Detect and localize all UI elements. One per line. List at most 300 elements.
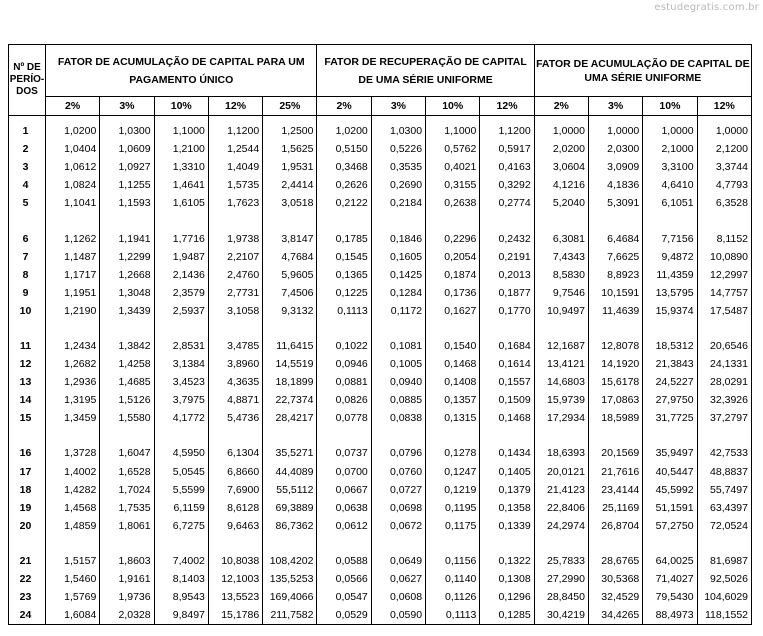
factor-cell: 6,3081 bbox=[534, 229, 588, 247]
rate-header: 3% bbox=[588, 97, 642, 116]
factor-cell: 3,3100 bbox=[643, 158, 697, 176]
factor-cell: 1,9487 bbox=[154, 248, 208, 266]
factor-cell: 4,5950 bbox=[154, 444, 208, 462]
factor-cell: 5,2040 bbox=[534, 194, 588, 212]
factor-cell: 1,4641 bbox=[154, 176, 208, 194]
factor-cell: 9,4872 bbox=[643, 248, 697, 266]
factor-cell: 0,1365 bbox=[317, 266, 371, 284]
factor-cell: 104,6029 bbox=[697, 588, 751, 606]
factor-cell: 1,3459 bbox=[46, 409, 100, 427]
factor-cell: 12,8078 bbox=[588, 337, 642, 355]
factor-cell: 4,3635 bbox=[208, 373, 262, 391]
period-cell: 24 bbox=[9, 606, 46, 625]
factor-cell: 1,2190 bbox=[46, 302, 100, 320]
factor-cell: 1,0300 bbox=[371, 122, 425, 140]
table-row bbox=[9, 229, 752, 247]
factor-cell: 0,1247 bbox=[426, 463, 480, 481]
table-row bbox=[9, 517, 752, 535]
factor-cell: 0,3535 bbox=[371, 158, 425, 176]
factor-cell: 1,0200 bbox=[317, 122, 371, 140]
factor-cell: 0,0885 bbox=[371, 391, 425, 409]
period-cell: 5 bbox=[9, 194, 46, 212]
table-row bbox=[9, 194, 752, 212]
factor-cell: 1,0609 bbox=[100, 140, 154, 158]
factor-cell: 4,8871 bbox=[208, 391, 262, 409]
factor-cell: 0,5762 bbox=[426, 140, 480, 158]
factor-cell: 10,1591 bbox=[588, 284, 642, 302]
factor-cell: 1,2500 bbox=[263, 122, 317, 140]
factor-cell: 2,1436 bbox=[154, 266, 208, 284]
period-cell: 11 bbox=[9, 337, 46, 355]
factor-cell: 0,1545 bbox=[317, 248, 371, 266]
factor-cell: 9,6463 bbox=[208, 517, 262, 535]
factor-cell: 1,0000 bbox=[534, 122, 588, 140]
factor-cell: 4,1772 bbox=[154, 409, 208, 427]
factor-cell: 1,6528 bbox=[100, 463, 154, 481]
rate-header: 2% bbox=[534, 97, 588, 116]
factor-cell: 6,8660 bbox=[208, 463, 262, 481]
factor-cell: 1,0000 bbox=[643, 122, 697, 140]
period-cell: 9 bbox=[9, 284, 46, 302]
factor-cell: 1,6105 bbox=[154, 194, 208, 212]
factor-cell: 3,4523 bbox=[154, 373, 208, 391]
period-cell: 2 bbox=[9, 140, 46, 158]
factor-cell: 0,2774 bbox=[480, 194, 534, 212]
factor-cell: 0,0760 bbox=[371, 463, 425, 481]
factor-cell: 1,5769 bbox=[46, 588, 100, 606]
factor-cell: 10,9497 bbox=[534, 302, 588, 320]
factor-cell: 0,2626 bbox=[317, 176, 371, 194]
group-header-capital-recovery: FATOR DE RECUPERAÇÃO DE CAPITAL DE UMA SÉRIE UNIFORME bbox=[317, 45, 534, 97]
factor-cell: 1,5735 bbox=[208, 176, 262, 194]
factor-cell: 1,0927 bbox=[100, 158, 154, 176]
factor-cell: 1,1041 bbox=[46, 194, 100, 212]
factor-cell: 1,1262 bbox=[46, 229, 100, 247]
factor-cell: 1,5157 bbox=[46, 552, 100, 570]
factor-cell: 0,0826 bbox=[317, 391, 371, 409]
factor-cell: 0,5150 bbox=[317, 140, 371, 158]
rate-header: 10% bbox=[643, 97, 697, 116]
factor-cell: 0,0796 bbox=[371, 444, 425, 462]
factor-cell: 0,0638 bbox=[317, 499, 371, 517]
factor-cell: 14,7757 bbox=[697, 284, 751, 302]
factor-cell: 18,5989 bbox=[588, 409, 642, 427]
factor-cell: 3,3744 bbox=[697, 158, 751, 176]
factor-cell: 15,6178 bbox=[588, 373, 642, 391]
factor-cell: 5,3091 bbox=[588, 194, 642, 212]
factor-cell: 88,4973 bbox=[643, 606, 697, 625]
factor-cell: 64,0025 bbox=[643, 552, 697, 570]
factor-cell: 72,0524 bbox=[697, 517, 751, 535]
factor-cell: 48,8837 bbox=[697, 463, 751, 481]
factor-cell: 26,8704 bbox=[588, 517, 642, 535]
factor-cell: 0,0608 bbox=[371, 588, 425, 606]
factor-cell: 10,0890 bbox=[697, 248, 751, 266]
factor-cell: 1,2299 bbox=[100, 248, 154, 266]
factor-cell: 1,1000 bbox=[154, 122, 208, 140]
factor-cell: 0,5917 bbox=[480, 140, 534, 158]
factor-cell: 32,3926 bbox=[697, 391, 751, 409]
period-cell: 16 bbox=[9, 444, 46, 462]
factor-cell: 0,1770 bbox=[480, 302, 534, 320]
factor-cell: 0,0778 bbox=[317, 409, 371, 427]
factor-cell: 0,2296 bbox=[426, 229, 480, 247]
factor-cell: 1,8603 bbox=[100, 552, 154, 570]
factor-cell: 24,1331 bbox=[697, 355, 751, 373]
factor-cell: 1,6047 bbox=[100, 444, 154, 462]
factor-cell: 0,1219 bbox=[426, 481, 480, 499]
factor-cell: 86,7362 bbox=[263, 517, 317, 535]
factor-cell: 4,6410 bbox=[643, 176, 697, 194]
factor-cell: 0,1357 bbox=[426, 391, 480, 409]
factor-cell: 14,6803 bbox=[534, 373, 588, 391]
factor-cell: 24,5227 bbox=[643, 373, 697, 391]
factor-cell: 1,0300 bbox=[100, 122, 154, 140]
factor-cell: 14,1920 bbox=[588, 355, 642, 373]
factor-cell: 63,4397 bbox=[697, 499, 751, 517]
factor-cell: 0,0672 bbox=[371, 517, 425, 535]
factor-cell: 1,0000 bbox=[697, 122, 751, 140]
factor-cell: 32,4529 bbox=[588, 588, 642, 606]
factor-cell: 1,7716 bbox=[154, 229, 208, 247]
factor-cell: 81,6987 bbox=[697, 552, 751, 570]
factor-cell: 1,4685 bbox=[100, 373, 154, 391]
group-header-uniform-series: FATOR DE ACUMULAÇÃO DE CAPITAL DE UMA SÉRIE UNIFORME bbox=[534, 45, 751, 97]
rate-header: 3% bbox=[371, 97, 425, 116]
factor-cell: 15,9374 bbox=[643, 302, 697, 320]
period-cell: 22 bbox=[9, 570, 46, 588]
factor-cell: 0,1408 bbox=[426, 373, 480, 391]
factor-cell: 0,0547 bbox=[317, 588, 371, 606]
rate-header: 12% bbox=[697, 97, 751, 116]
factor-cell: 1,6084 bbox=[46, 606, 100, 625]
factor-cell: 1,3439 bbox=[100, 302, 154, 320]
factor-cell: 3,0604 bbox=[534, 158, 588, 176]
factor-cell: 7,6900 bbox=[208, 481, 262, 499]
factor-cell: 0,1296 bbox=[480, 588, 534, 606]
factor-cell: 51,1591 bbox=[643, 499, 697, 517]
factor-cell: 0,1846 bbox=[371, 229, 425, 247]
rate-header: 12% bbox=[480, 97, 534, 116]
table-body bbox=[9, 116, 752, 625]
rate-header: 12% bbox=[208, 97, 262, 116]
factor-cell: 15,9739 bbox=[534, 391, 588, 409]
factor-cell: 6,7275 bbox=[154, 517, 208, 535]
factor-cell: 0,0838 bbox=[371, 409, 425, 427]
table-row bbox=[9, 391, 752, 409]
factor-cell: 23,4144 bbox=[588, 481, 642, 499]
factor-cell: 4,1216 bbox=[534, 176, 588, 194]
factor-cell: 4,1836 bbox=[588, 176, 642, 194]
rate-header: 25% bbox=[263, 97, 317, 116]
rate-header: 10% bbox=[154, 97, 208, 116]
factor-cell: 3,8147 bbox=[263, 229, 317, 247]
factor-cell: 0,0700 bbox=[317, 463, 371, 481]
periods-header: Nº DE PERÍO-DOS bbox=[9, 45, 46, 116]
factor-cell: 1,5126 bbox=[100, 391, 154, 409]
factor-cell: 10,8038 bbox=[208, 552, 262, 570]
factor-cell: 135,5253 bbox=[263, 570, 317, 588]
factor-cell: 1,1951 bbox=[46, 284, 100, 302]
factor-cell: 79,5430 bbox=[643, 588, 697, 606]
factor-cell: 1,3728 bbox=[46, 444, 100, 462]
factor-cell: 1,4282 bbox=[46, 481, 100, 499]
factor-cell: 0,1434 bbox=[480, 444, 534, 462]
rate-header: 2% bbox=[46, 97, 100, 116]
period-cell: 12 bbox=[9, 355, 46, 373]
factor-cell: 34,4265 bbox=[588, 606, 642, 625]
factor-cell: 1,9736 bbox=[100, 588, 154, 606]
factor-cell: 3,0909 bbox=[588, 158, 642, 176]
factor-cell: 8,1403 bbox=[154, 570, 208, 588]
factor-cell: 7,4506 bbox=[263, 284, 317, 302]
factor-cell: 55,7497 bbox=[697, 481, 751, 499]
factor-cell: 21,3843 bbox=[643, 355, 697, 373]
factor-cell: 0,1339 bbox=[480, 517, 534, 535]
factor-cell: 0,2191 bbox=[480, 248, 534, 266]
factor-cell: 1,1000 bbox=[426, 122, 480, 140]
factor-cell: 17,0863 bbox=[588, 391, 642, 409]
factor-cell: 0,1358 bbox=[480, 499, 534, 517]
factor-cell: 0,1468 bbox=[426, 355, 480, 373]
table-row bbox=[9, 373, 752, 391]
factor-cell: 211,7582 bbox=[263, 606, 317, 625]
factor-cell: 3,1384 bbox=[154, 355, 208, 373]
factor-cell: 0,1022 bbox=[317, 337, 371, 355]
factor-cell: 0,2013 bbox=[480, 266, 534, 284]
factor-cell: 2,7731 bbox=[208, 284, 262, 302]
factor-cell: 1,2434 bbox=[46, 337, 100, 355]
factor-cell: 6,1051 bbox=[643, 194, 697, 212]
factor-cell: 15,1786 bbox=[208, 606, 262, 625]
factor-cell: 0,1005 bbox=[371, 355, 425, 373]
factor-cell: 2,5937 bbox=[154, 302, 208, 320]
factor-cell: 1,4859 bbox=[46, 517, 100, 535]
factor-cell: 20,1569 bbox=[588, 444, 642, 462]
table-row bbox=[9, 176, 752, 194]
factor-cell: 2,0200 bbox=[534, 140, 588, 158]
table-row bbox=[9, 355, 752, 373]
factor-cell: 1,0824 bbox=[46, 176, 100, 194]
factor-cell: 1,5460 bbox=[46, 570, 100, 588]
factor-cell: 11,4359 bbox=[643, 266, 697, 284]
factor-cell: 0,1140 bbox=[426, 570, 480, 588]
factor-cell: 1,1941 bbox=[100, 229, 154, 247]
factor-cell: 7,7156 bbox=[643, 229, 697, 247]
factor-cell: 1,1593 bbox=[100, 194, 154, 212]
factor-cell: 2,4414 bbox=[263, 176, 317, 194]
factor-cell: 8,9543 bbox=[154, 588, 208, 606]
factor-cell: 0,5226 bbox=[371, 140, 425, 158]
rate-header: 2% bbox=[317, 97, 371, 116]
factor-cell: 55,5112 bbox=[263, 481, 317, 499]
factor-cell: 3,4785 bbox=[208, 337, 262, 355]
factor-cell: 1,7024 bbox=[100, 481, 154, 499]
factor-cell: 57,2750 bbox=[643, 517, 697, 535]
period-cell: 1 bbox=[9, 122, 46, 140]
table-row bbox=[9, 552, 752, 570]
factor-cell: 21,4123 bbox=[534, 481, 588, 499]
factor-cell: 13,5795 bbox=[643, 284, 697, 302]
factor-cell: 0,0946 bbox=[317, 355, 371, 373]
factor-cell: 0,3468 bbox=[317, 158, 371, 176]
watermark: estudegratis.com.br bbox=[654, 2, 759, 13]
factor-cell: 0,1195 bbox=[426, 499, 480, 517]
period-cell: 14 bbox=[9, 391, 46, 409]
period-cell: 6 bbox=[9, 229, 46, 247]
factor-cell: 0,1175 bbox=[426, 517, 480, 535]
period-cell: 15 bbox=[9, 409, 46, 427]
factor-cell: 21,7616 bbox=[588, 463, 642, 481]
factor-cell: 0,0529 bbox=[317, 606, 371, 625]
factor-cell: 12,1003 bbox=[208, 570, 262, 588]
factor-cell: 0,1627 bbox=[426, 302, 480, 320]
table-row bbox=[9, 122, 752, 140]
factor-cell: 3,8960 bbox=[208, 355, 262, 373]
factor-cell: 40,5447 bbox=[643, 463, 697, 481]
factor-cell: 0,1284 bbox=[371, 284, 425, 302]
factor-cell: 0,0940 bbox=[371, 373, 425, 391]
factor-cell: 0,1285 bbox=[480, 606, 534, 625]
table-row bbox=[9, 606, 752, 625]
factor-cell: 0,1308 bbox=[480, 570, 534, 588]
factor-cell: 20,6546 bbox=[697, 337, 751, 355]
rate-header-row bbox=[9, 97, 752, 116]
factor-cell: 0,2122 bbox=[317, 194, 371, 212]
factor-cell: 12,2997 bbox=[697, 266, 751, 284]
factor-cell: 17,2934 bbox=[534, 409, 588, 427]
factor-cell: 1,3195 bbox=[46, 391, 100, 409]
factor-cell: 1,0000 bbox=[588, 122, 642, 140]
factor-cell: 9,7546 bbox=[534, 284, 588, 302]
factor-cell: 20,0121 bbox=[534, 463, 588, 481]
factor-cell: 28,6765 bbox=[588, 552, 642, 570]
factor-cell: 1,1487 bbox=[46, 248, 100, 266]
factor-cell: 169,4066 bbox=[263, 588, 317, 606]
table-row bbox=[9, 570, 752, 588]
factor-cell: 5,5599 bbox=[154, 481, 208, 499]
factor-cell: 1,4258 bbox=[100, 355, 154, 373]
period-cell: 3 bbox=[9, 158, 46, 176]
factor-cell: 0,0590 bbox=[371, 606, 425, 625]
factor-cell: 42,7533 bbox=[697, 444, 751, 462]
factor-cell: 7,4343 bbox=[534, 248, 588, 266]
factor-cell: 0,0881 bbox=[317, 373, 371, 391]
factor-cell: 18,1899 bbox=[263, 373, 317, 391]
factor-cell: 9,3132 bbox=[263, 302, 317, 320]
factor-cell: 28,0291 bbox=[697, 373, 751, 391]
factor-cell: 30,5368 bbox=[588, 570, 642, 588]
factor-cell: 28,8450 bbox=[534, 588, 588, 606]
factor-cell: 22,7374 bbox=[263, 391, 317, 409]
factor-cell: 1,9738 bbox=[208, 229, 262, 247]
table-row bbox=[9, 266, 752, 284]
factor-cell: 0,1156 bbox=[426, 552, 480, 570]
factor-cell: 0,1425 bbox=[371, 266, 425, 284]
factor-cell: 0,0627 bbox=[371, 570, 425, 588]
factor-cell: 14,5519 bbox=[263, 355, 317, 373]
factor-cell: 1,2544 bbox=[208, 140, 262, 158]
table-row bbox=[9, 248, 752, 266]
factor-cell: 13,5523 bbox=[208, 588, 262, 606]
factor-cell: 0,0737 bbox=[317, 444, 371, 462]
factor-cell: 0,1278 bbox=[426, 444, 480, 462]
factor-cell: 0,3292 bbox=[480, 176, 534, 194]
factor-cell: 1,3310 bbox=[154, 158, 208, 176]
period-cell: 17 bbox=[9, 463, 46, 481]
factor-cell: 2,1000 bbox=[643, 140, 697, 158]
factor-cell: 0,1736 bbox=[426, 284, 480, 302]
factor-cell: 0,2638 bbox=[426, 194, 480, 212]
factor-cell: 1,0612 bbox=[46, 158, 100, 176]
factor-cell: 1,2100 bbox=[154, 140, 208, 158]
table-row bbox=[9, 588, 752, 606]
factor-cell: 1,1200 bbox=[208, 122, 262, 140]
factor-cell: 18,5312 bbox=[643, 337, 697, 355]
factor-cell: 8,6128 bbox=[208, 499, 262, 517]
factor-cell: 5,0545 bbox=[154, 463, 208, 481]
factor-cell: 31,7725 bbox=[643, 409, 697, 427]
period-cell: 4 bbox=[9, 176, 46, 194]
factor-cell: 0,1874 bbox=[426, 266, 480, 284]
factor-cell: 12,1687 bbox=[534, 337, 588, 355]
factor-cell: 1,7535 bbox=[100, 499, 154, 517]
factor-cell: 0,0727 bbox=[371, 481, 425, 499]
factor-cell: 0,1405 bbox=[480, 463, 534, 481]
factor-cell: 1,3048 bbox=[100, 284, 154, 302]
factor-cell: 1,8061 bbox=[100, 517, 154, 535]
factor-cell: 2,0300 bbox=[588, 140, 642, 158]
factor-cell: 0,2432 bbox=[480, 229, 534, 247]
factor-cell: 0,1557 bbox=[480, 373, 534, 391]
factor-cell: 37,2797 bbox=[697, 409, 751, 427]
factor-cell: 1,3842 bbox=[100, 337, 154, 355]
factor-cell: 108,4202 bbox=[263, 552, 317, 570]
factor-cell: 0,1113 bbox=[426, 606, 480, 625]
table-row bbox=[9, 337, 752, 355]
factor-cell: 1,0404 bbox=[46, 140, 100, 158]
factor-cell: 4,7793 bbox=[697, 176, 751, 194]
factor-cell: 92,5026 bbox=[697, 570, 751, 588]
factor-cell: 0,1509 bbox=[480, 391, 534, 409]
factor-cell: 0,1081 bbox=[371, 337, 425, 355]
factor-cell: 0,1468 bbox=[480, 409, 534, 427]
factor-cell: 2,1200 bbox=[697, 140, 751, 158]
factor-cell: 13,4121 bbox=[534, 355, 588, 373]
factor-cell: 8,8923 bbox=[588, 266, 642, 284]
period-cell: 7 bbox=[9, 248, 46, 266]
factor-cell: 0,1225 bbox=[317, 284, 371, 302]
factor-cell: 0,1785 bbox=[317, 229, 371, 247]
factor-cell: 7,4002 bbox=[154, 552, 208, 570]
factor-cell: 30,4219 bbox=[534, 606, 588, 625]
factor-cell: 2,0328 bbox=[100, 606, 154, 625]
factor-cell: 27,9750 bbox=[643, 391, 697, 409]
factor-cell: 0,4021 bbox=[426, 158, 480, 176]
factor-cell: 1,4568 bbox=[46, 499, 100, 517]
table-row bbox=[9, 481, 752, 499]
factor-cell: 1,7623 bbox=[208, 194, 262, 212]
factor-cell: 118,1552 bbox=[697, 606, 751, 625]
factor-cell: 44,4089 bbox=[263, 463, 317, 481]
factor-cell: 1,4002 bbox=[46, 463, 100, 481]
factor-cell: 71,4027 bbox=[643, 570, 697, 588]
factor-cell: 1,5625 bbox=[263, 140, 317, 158]
period-cell: 23 bbox=[9, 588, 46, 606]
factor-cell: 1,5580 bbox=[100, 409, 154, 427]
factor-cell: 25,1169 bbox=[588, 499, 642, 517]
factor-cell: 6,4684 bbox=[588, 229, 642, 247]
